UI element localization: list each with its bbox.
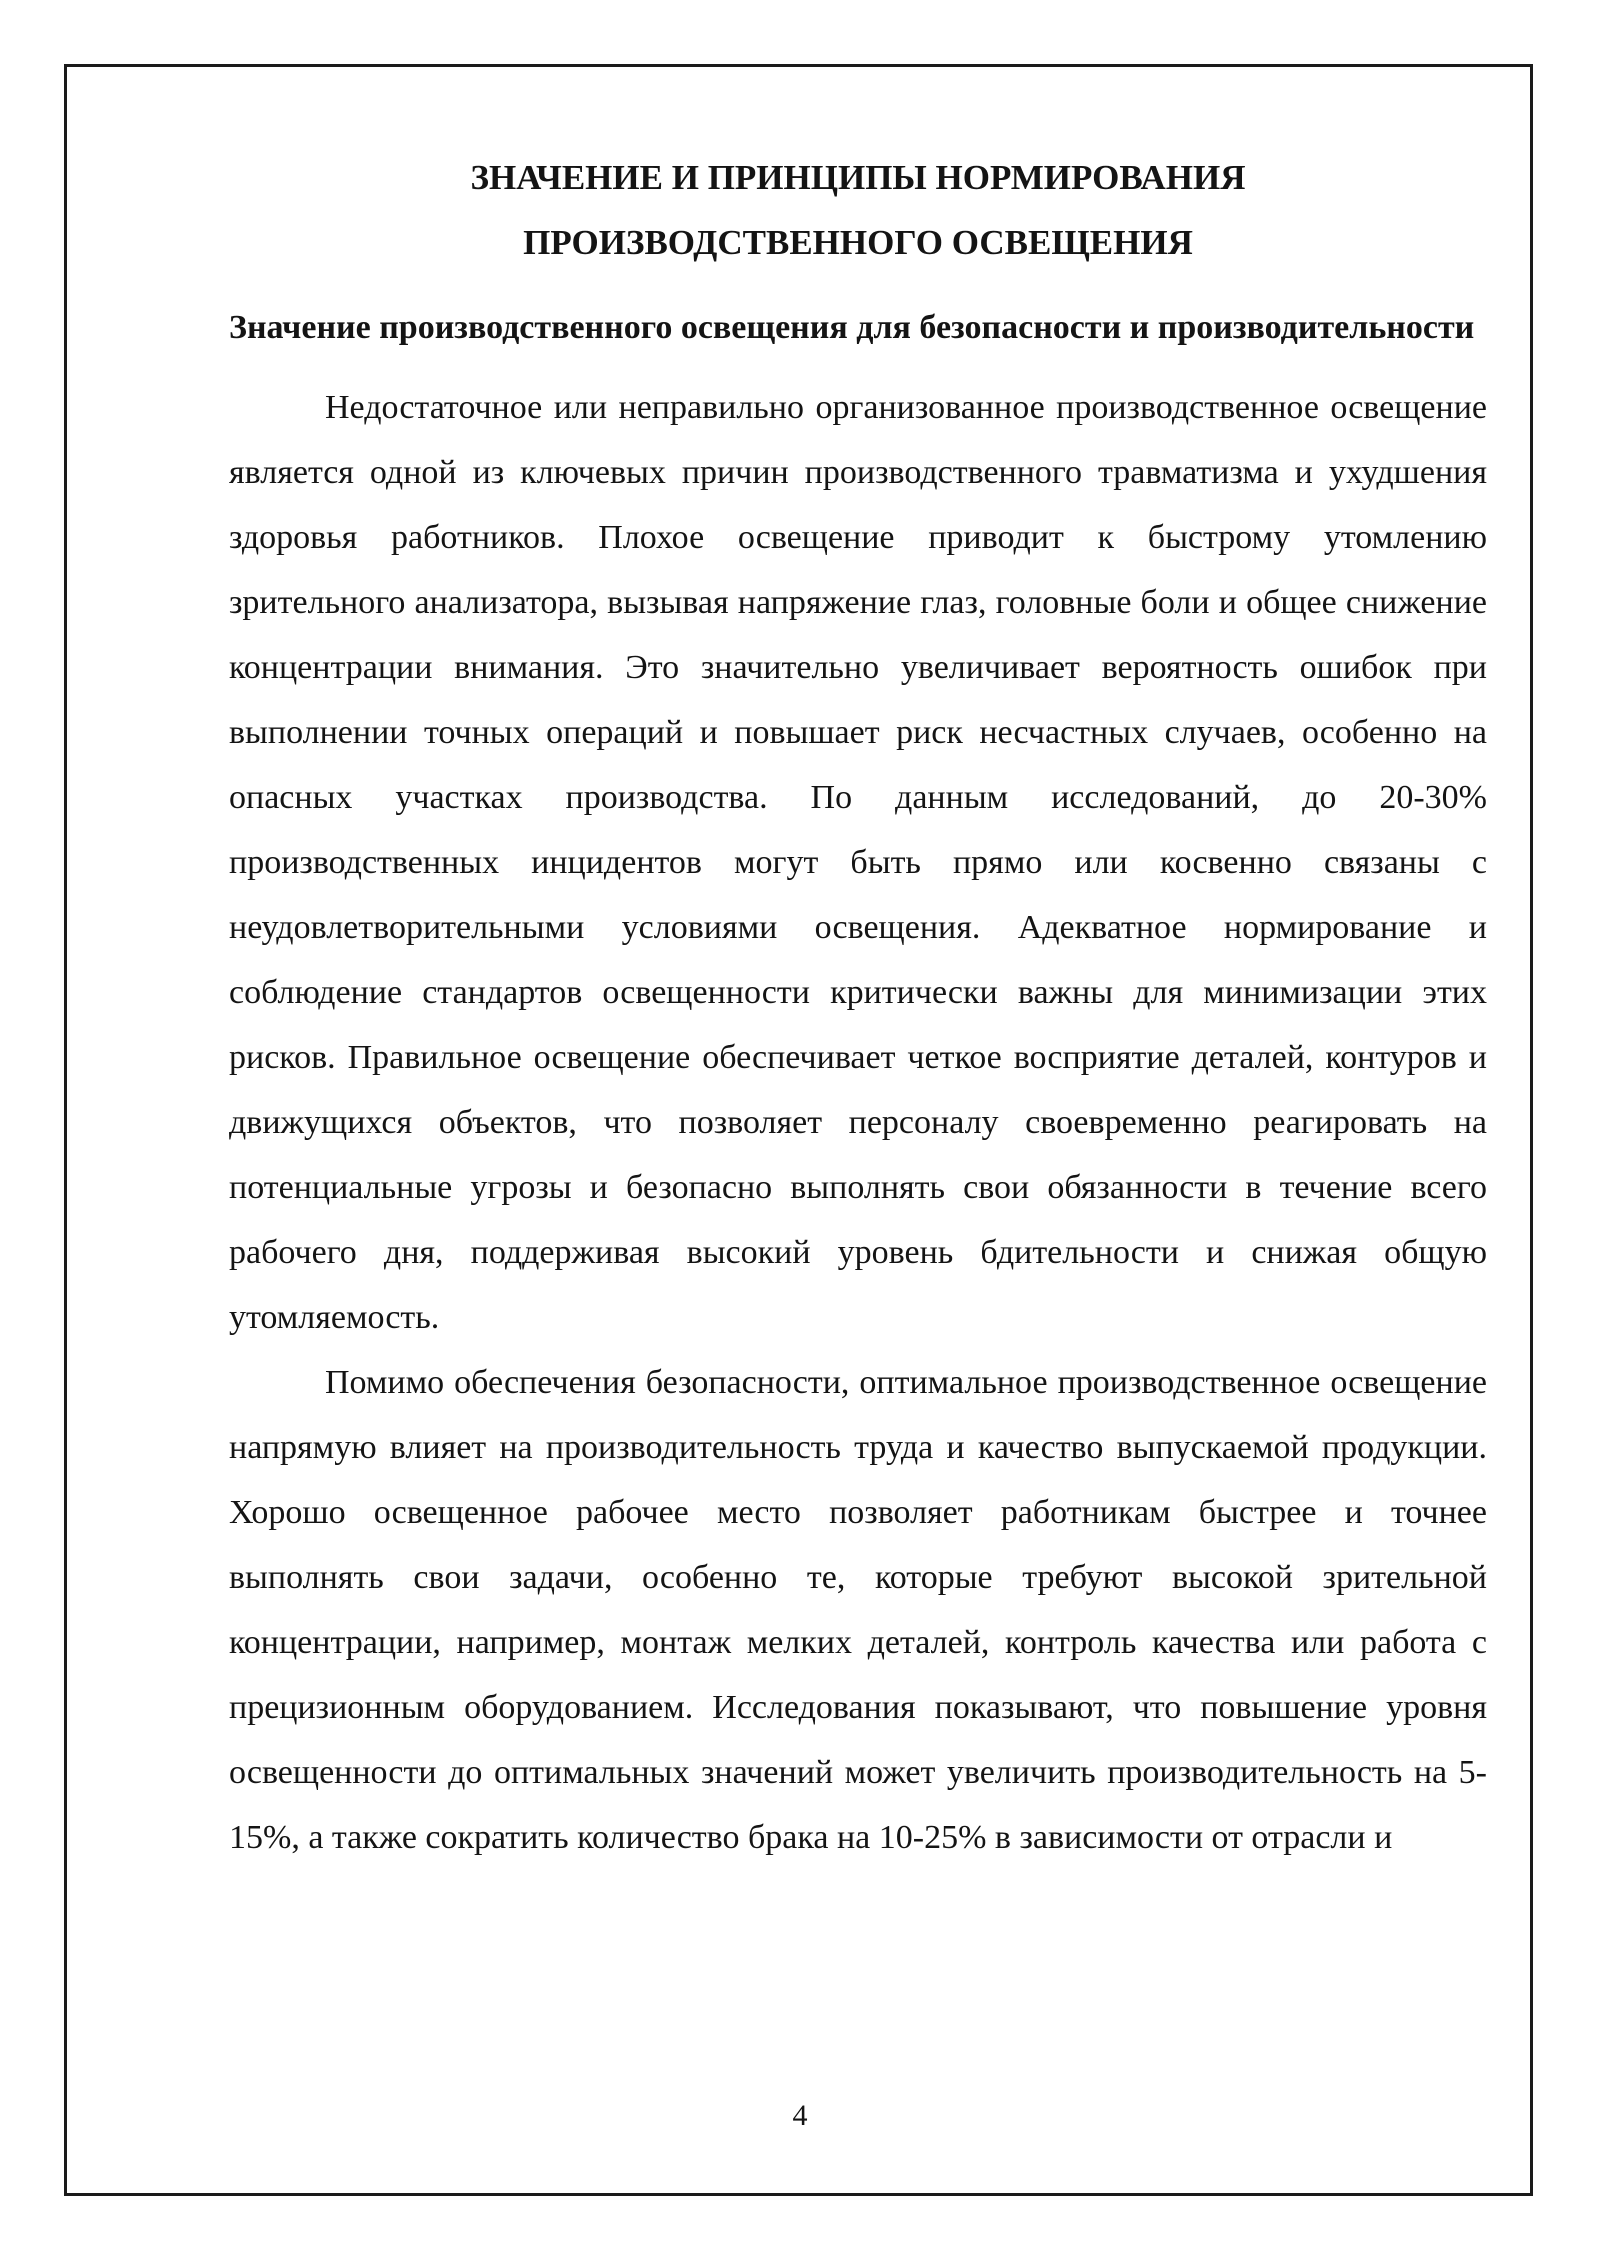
section-heading: Значение производственного освещения для безопасности и производительности bbox=[229, 309, 1475, 346]
document-title bbox=[229, 145, 1487, 275]
paragraph-1: Недостаточное или неправильно организованное производственное освещение является одной из ключевых причин производственного травматизма и ухудшения здоровья работников. Плохое освещение приводит к быстрому утомлению зрительного анализатора, вызывая напряжение глаз, головные боли и общее снижение концентрации внимания. Это значительно увеличивает вероятность ошибок при выполнении точных операций и повышает риск несчастных случаев, особенно на опасных участках производства. По данным исследований, до 20-30% производственных инцидентов могут быть прямо или косвенно связаны с неудовлетворительными условиями освещения. Адекватное нормирование и соблюдение стандартов освещенности критически важны для минимизации этих рисков. Правильное освещение обеспечивает четкое восприятие деталей, контуров и движущихся объектов, что позволяет персоналу своевременно реагировать на потенциальные угрозы и безопасно выполнять свои обязанности в течение всего рабочего дня, поддерживая высокий уровень бдительности и снижая общую утомляемость. bbox=[229, 389, 1487, 1336]
document-body bbox=[229, 145, 1487, 1870]
paragraph-2: Помимо обеспечения безопасности, оптимальное производственное освещение напрямую влияет на производительность труда и качество выпускаемой продукции. Хорошо освещенное рабочее место позволяет работникам быстрее и точнее выполнять свои задачи, особенно те, которые требуют высокой зрительной концентрации, например, монтаж мелких деталей, контроль качества или работа с прецизионным оборудованием. Исследования показывают, что повышение уровня освещенности до оптимальных значений может увеличить производительность на 5-15%, а также сократить количество брака на 10-25% в зависимости от отрасли и bbox=[229, 1364, 1487, 1856]
page-number: 4 bbox=[792, 2099, 808, 2132]
title-line-1: ЗНАЧЕНИЕ И ПРИНЦИПЫ НОРМИРОВАНИЯ bbox=[470, 158, 1246, 197]
title-line-2: ПРОИЗВОДСТВЕННОГО ОСВЕЩЕНИЯ bbox=[523, 223, 1193, 262]
